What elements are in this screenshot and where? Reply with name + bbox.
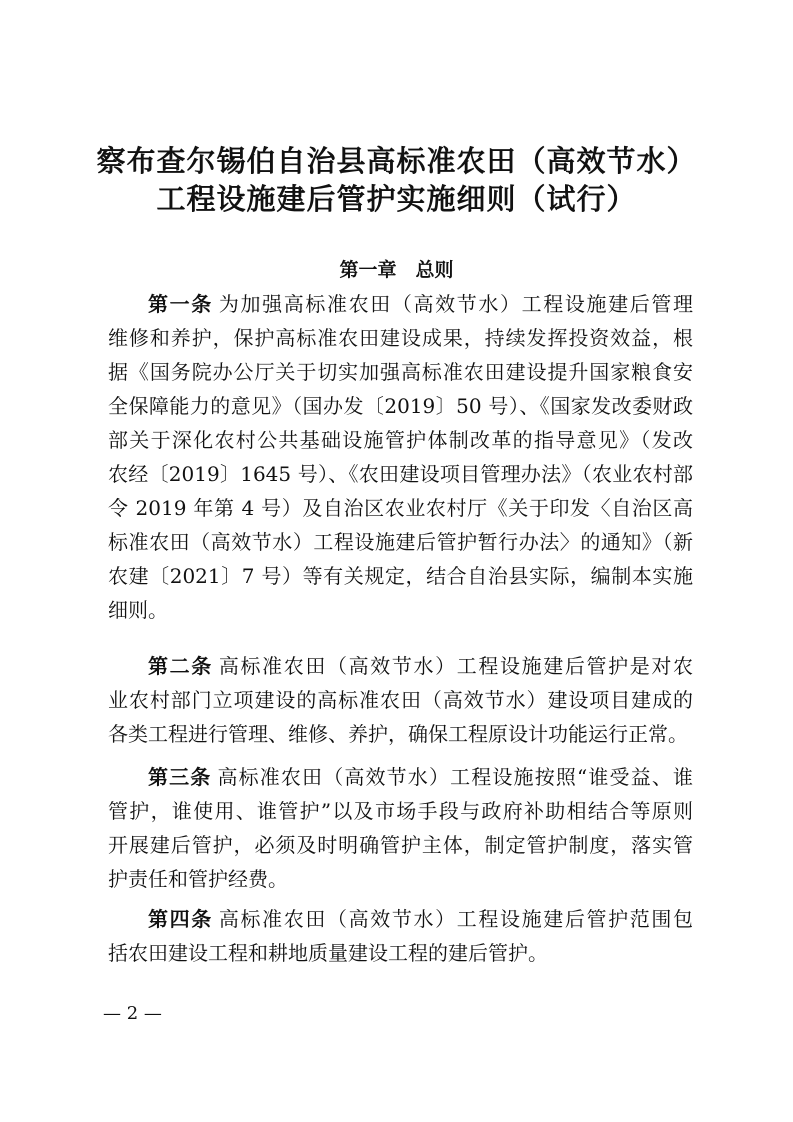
article-2-text-1: 高标准农田（高效节水）工程设施建后管护是对农 [218, 654, 693, 678]
article-3 [108, 760, 693, 896]
article-3-line-1 [108, 760, 693, 794]
article-4 [108, 902, 693, 970]
article-1-line-9: 农建〔2021〕7 号）等有关规定，结合自治县实际，编制本实施 [108, 564, 693, 588]
article-4-line-2: 括农田建设工程和耕地质量建设工程的建后管护。 [108, 941, 548, 965]
article-1-line-7: 令 2019 年第 4 号）及自治区农业农村厅《关于印发〈自治区高 [108, 496, 693, 520]
article-4-label: 第四条 [148, 907, 213, 931]
article-1-line-4: 全保障能力的意见》（国办发〔2019〕50 号）、《国家发改委财政 [108, 394, 693, 418]
chapter-heading: 第一章 总则 [339, 259, 454, 281]
article-1-line-6: 农经〔2019〕1645 号）、《农田建设项目管理办法》（农业农村部 [108, 462, 693, 486]
article-2-line-2: 业农村部门立项建设的高标准农田（高效节水）建设项目建成的 [108, 688, 693, 712]
article-3-line-3: 开展建后管护，必须及时明确管护主体，制定管护制度，落实管 [108, 833, 693, 857]
article-1-line-8: 标准农田（高效节水）工程设施建后管护暂行办法〉的通知》（新 [108, 530, 693, 554]
article-3-text-1: 高标准农田（高效节水）工程设施按照“谁受益、谁 [217, 765, 693, 789]
document-title-line-2: 工程设施建后管护实施细则（试行） [156, 182, 637, 216]
article-1 [108, 287, 693, 627]
article-1-line-2: 维修和养护，保护高标准农田建设成果，持续发挥投资效益，根 [108, 326, 693, 350]
article-4-text-1: 高标准农田（高效节水）工程设施建后管护范围包 [218, 907, 693, 931]
article-2 [108, 649, 693, 751]
article-2-line-3: 各类工程进行管理、维修、养护，确保工程原设计功能运行正常。 [108, 722, 688, 746]
document-title-line-1: 察布查尔锡伯自治县高标准农田（高效节水） [96, 144, 697, 178]
article-3-label: 第三条 [148, 765, 212, 789]
article-3-line-2: 管护，谁使用、谁管护”以及市场手段与政府补助相结合等原则 [108, 799, 693, 823]
article-2-label: 第二条 [148, 654, 213, 678]
article-3-line-4: 护责任和管护经费。 [108, 867, 288, 891]
article-1-line-5: 部关于深化农村公共基础设施管护体制改革的指导意见》（发改 [108, 428, 693, 452]
page-number: — 2 — [103, 1003, 162, 1024]
article-1-text-1: 为加强高标准农田（高效节水）工程设施建后管理 [218, 292, 693, 316]
article-2-line-1 [108, 649, 693, 683]
article-1-line-10: 细则。 [108, 598, 168, 622]
article-1-label: 第一条 [148, 292, 213, 316]
article-1-line-1 [108, 287, 693, 321]
article-4-line-1 [108, 902, 693, 936]
article-1-line-3: 据《国务院办公厅关于切实加强高标准农田建设提升国家粮食安 [108, 360, 693, 384]
